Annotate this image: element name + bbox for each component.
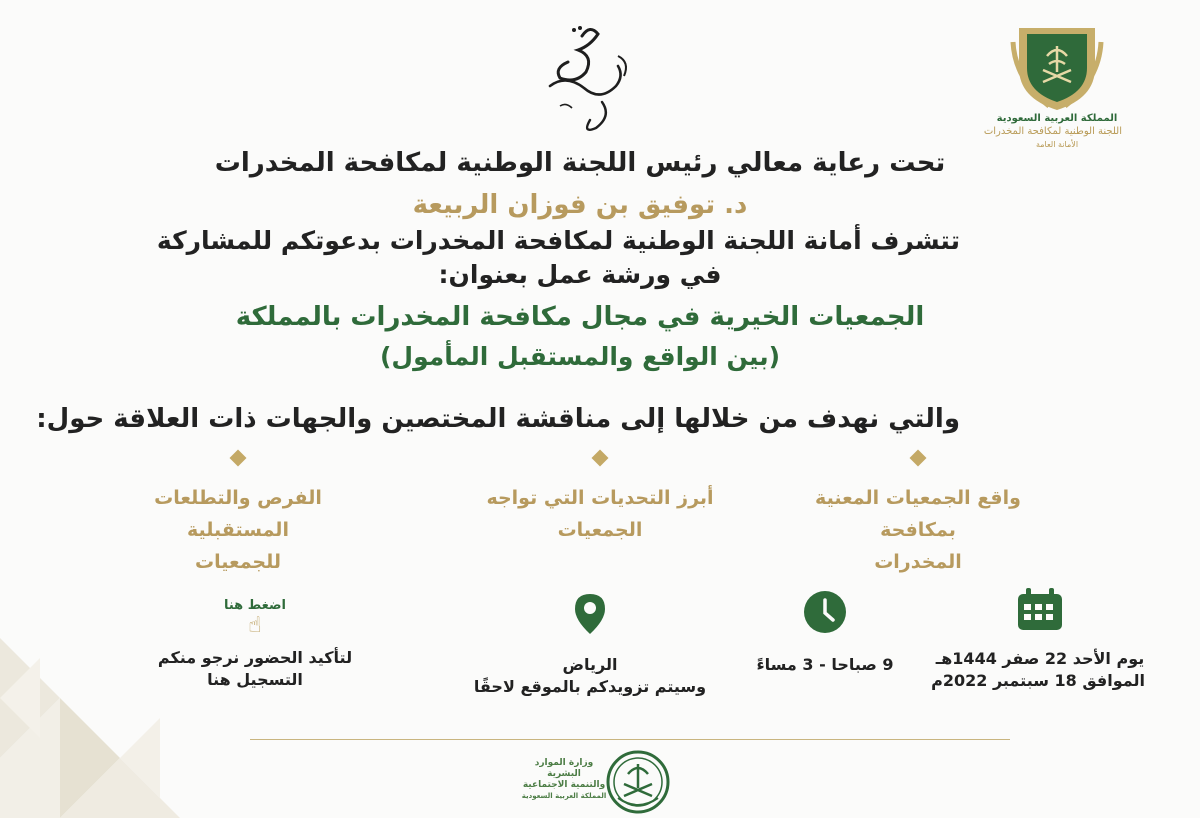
ministry-line-3: المملكة العربية السعودية: [521, 792, 607, 800]
workshop-intro: في ورشة عمل بعنوان:: [438, 260, 722, 289]
topic-3-line2: للجمعيات: [194, 551, 282, 573]
footer-divider: [250, 739, 1010, 740]
topic-3: [108, 452, 368, 578]
location-line-1: الرياض: [562, 655, 618, 674]
topic-1: [788, 452, 1048, 578]
workshop-subtitle: (بين الواقع والمستقبل المأمول): [379, 342, 781, 371]
workshop-title: الجمعيات الخيرية في مجال مكافحة المخدرات بالمملكة: [235, 302, 925, 332]
aims-intro: والتي نهدف من خلالها إلى مناقشة المختصين والجهات ذات العلاقة حول:: [36, 404, 960, 434]
invite-line: تتشرف أمانة اللجنة الوطنية لمكافحة المخدرات بدعوتكم للمشاركة: [156, 226, 960, 255]
date-line-2: الموافق 18 سبتمبر 2022م: [931, 671, 1145, 690]
ministry-line-2: والتنمية الاجتماعية: [522, 780, 606, 790]
diamond-icon: [230, 450, 247, 467]
clock-icon: [803, 590, 847, 634]
press-here-label[interactable]: اضغط هنا: [223, 598, 286, 613]
ministry-line-1: وزارة الموارد البشرية: [534, 758, 594, 779]
ministry-logo-text: [520, 758, 608, 802]
diamond-icon: [910, 450, 927, 467]
pointing-hand-icon: ☝: [248, 613, 262, 638]
patron-name: د. توفيق بن فوزان الربيعة: [412, 190, 748, 220]
register-line-2[interactable]: التسجيل هنا: [207, 670, 303, 689]
location-line-2: وسيتم تزويدكم بالموقع لاحقًا: [473, 677, 707, 696]
topic-2-line1: أبرز التحديات التي تواجه: [486, 487, 714, 509]
patronage-line: تحت رعاية معالي رئيس اللجنة الوطنية لمكافحة المخدرات: [214, 148, 946, 178]
register-line-1: لتأكيد الحضور نرجو منكم: [157, 648, 353, 667]
date-line-1: يوم الأحد 22 صفر 1444هـ: [935, 649, 1145, 668]
invitation-calligraphy: [520, 16, 650, 146]
event-date: [931, 588, 1145, 692]
event-time: [745, 590, 905, 676]
event-location: [470, 592, 710, 698]
topic-1-line2: المخدرات: [874, 551, 962, 573]
register-link[interactable]: [150, 598, 360, 691]
topic-3-line1: الفرص والتطلعات المستقبلية: [154, 487, 322, 541]
shield-emblem-icon: [1009, 20, 1105, 112]
topic-2: [470, 452, 730, 546]
org-line-1: المملكة العربية السعودية: [996, 113, 1118, 124]
topic-2-line2: الجمعيات: [557, 519, 643, 541]
org-line-3: الأمانة العامة: [1035, 140, 1079, 149]
topic-1-line1: واقع الجمعيات المعنية بمكافحة: [815, 487, 1021, 541]
location-pin-icon: [573, 592, 607, 636]
time-text: 9 صباحا - 3 مساءً: [756, 655, 894, 674]
diamond-icon: [592, 450, 609, 467]
calendar-icon: [1016, 588, 1064, 632]
org-line-2: اللجنة الوطنية لمكافحة المخدرات: [983, 126, 1122, 137]
committee-logo: [983, 20, 1122, 151]
